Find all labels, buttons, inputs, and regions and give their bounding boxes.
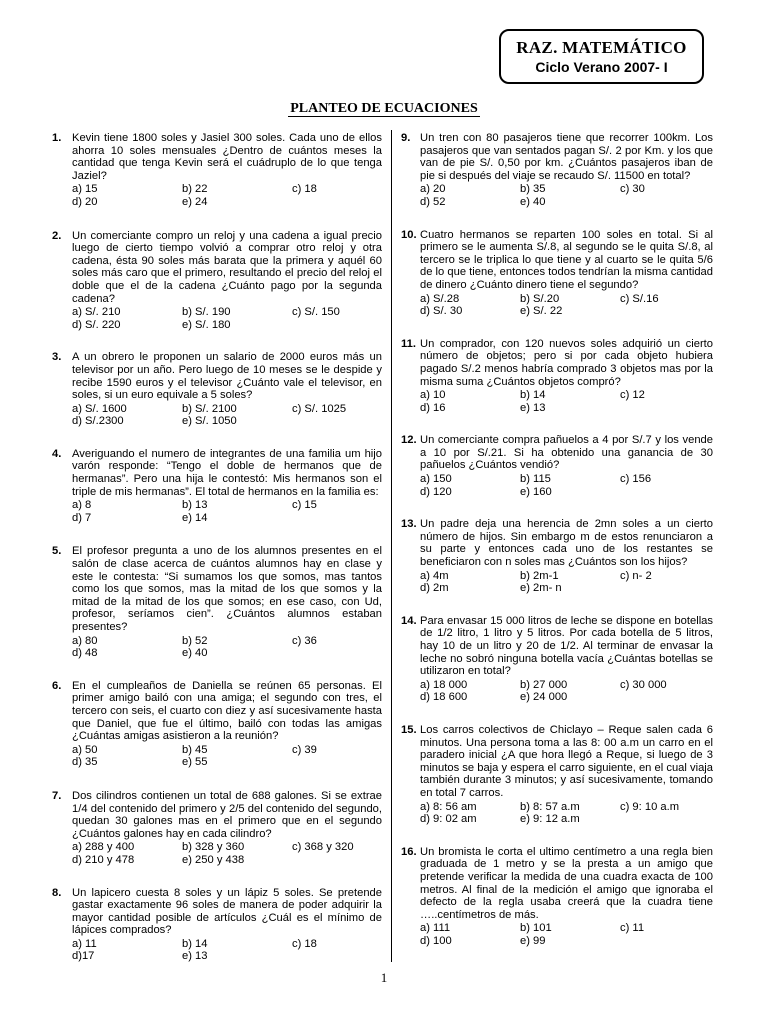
problem-item [52,790,382,867]
answer-options [420,473,713,498]
problem-text: Kevin tiene 1800 soles y Jasiel 300 soles. Cada uno de ellos ahorra 10 soles mensuales ¿Dentro de cuántos meses la cantidad que tenga Kevin será el cuádruplo de lo que tenga Jaziel? [72,132,382,182]
answer-options [72,938,382,963]
problem-text: Cuatro hermanos se reparten 100 soles en total. Si al primero se le aumenta S/.8, al segundo se le quita S/.8, al tercero se le triplica lo que tiene y al cuarto se le quita 5/6 de lo que tiene, entonces todos tendrían la misma cantidad de dinero ¿Cuánto dinero tiene el segundo? [420,228,713,291]
problem-number: 4. [52,447,62,460]
answer-option: d) S/. 30 [420,305,463,318]
problem-number: 9. [401,132,411,144]
answer-option: b) S/.20 [520,292,560,305]
course-header-box [499,29,704,84]
problem-item [401,615,713,704]
problem-text: Un comerciante compra pañuelos a 4 por S/.7 y los vende a 10 por S/.21. Si ha obtenido una ganancia de 30 pañuelos ¿Cuántos vendió? [420,434,713,472]
problem-text: Los carros colectivos de Chiclayo – Reque salen cada 6 minutos. Una persona toma a las 8: 00 a.m un carro en el paradero inicial ¿A que hora llegó a Reque, si luego de 3 minutos se baja y espera el carro siguiente, en el cual viaja también durante 3 minutos; y así sucesivamente, tomando en total 7 carros. [420,723,713,799]
answer-option: d) 20 [72,195,98,208]
answer-option: a) 15 [72,183,98,196]
answer-options [420,922,713,947]
answer-option: a) S/. 1600 [72,402,127,415]
problem-item [401,132,713,209]
problem-text: Un lapicero cuesta 8 soles y un lápiz 5 soles. Se pretende gastar exactamente 96 soles de manera de poder adquirir la mayor cantidad posible de artículos ¿Cuál es el mínimo de lápices comprados? [72,886,382,937]
problem-item [52,132,382,209]
answer-option: b) 2m-1 [520,569,559,582]
answer-options [72,744,382,769]
problem-text: En el cumpleaños de Daniella se reúnen 65 personas. El primer amigo bailó con una amiga; el segundo con tres, el tercero con seis, el cuarto con diez y así sucesivamente hasta que Daniel, que fue el último, bailó con todas las amigas ¿Cuántas amigas asistieron a la reunión? [72,679,382,743]
answer-option: d) 7 [72,511,92,524]
answer-options [72,403,382,428]
answer-options [420,801,713,826]
answer-options [72,306,382,331]
answer-option: a) 80 [72,634,98,647]
left-column [52,132,382,963]
problem-text: Averiguando el numero de integrantes de una familia um hijo varón responde: “Tengo el doble de hermanos que de hermanas”. Pero una hija le contestó: Mis hermanos son el triple de mis hermanas”. El total de hermanos en la familia es: [72,447,382,498]
answer-option: a) 111 [420,922,451,935]
problem-item [52,545,382,659]
answer-option: e) 13 [182,950,208,963]
answer-options [72,499,382,524]
answer-options [420,183,713,208]
answer-option: d) 9: 02 am [420,813,477,826]
answer-option: c) 36 [292,634,317,647]
answer-option: d) 210 y 478 [72,853,135,866]
answer-options [72,841,382,866]
answer-option: a) 18 000 [420,678,468,691]
answer-option: a) S/. 210 [72,306,121,319]
answer-option: d)17 [72,950,95,963]
answer-option: d) 52 [420,195,446,208]
course-title: RAZ. MATEMÁTICO [516,38,687,57]
answer-option: b) 14 [182,937,208,950]
answer-option: d) 2m [420,582,449,595]
answer-option: a) S/.28 [420,292,460,305]
problem-item [52,351,382,428]
answer-option: e) 40 [520,195,546,208]
answer-option: d) 16 [420,401,446,414]
answer-option: c) S/. 150 [292,306,340,319]
answer-option: c) S/. 1025 [292,402,347,415]
answer-option: c) 18 [292,937,317,950]
answer-options [72,183,382,208]
problem-item [401,518,713,595]
answer-option: e) 13 [520,401,546,414]
answer-options [420,679,713,704]
problem-text: Un bromista le corta el ultimo centímetro a una regla bien graduada de 1 metro y se la presta a un amigo que pretende verificar la medida de una cuadra exacta de 100 metros. Al final de la medición el amigo que ignoraba el defecto de la regla usaba creerá que la cuadra tiene …..centímetros de más. [420,845,713,921]
page-number: 1 [380,970,388,985]
problem-number: 15. [401,723,417,736]
answer-option: e) S/. 22 [520,305,563,318]
page-title: PLANTEO DE ECUACIONES [290,101,478,116]
answer-option: b) 35 [520,183,546,196]
answer-option: e) 2m- n [520,582,562,595]
problem-number: 1. [52,132,62,144]
answer-option: e) 250 y 438 [182,853,245,866]
problem-number: 3. [52,351,62,364]
answer-option: c) 12 [620,389,645,402]
answer-option: d) 100 [420,934,452,947]
answer-options [420,389,713,414]
problem-text: Un comerciante compro un reloj y una cadena a igual precio luego de cierto tiempo volvió a comprar otro reloj y otra cadena, ésta 90 soles más barata que la primera y aquél 60 soles más caro que el primero, resultando el precio del reloj el doble que el de la cadena ¿Cuánto pago por la segunda cadena? [72,229,382,305]
answer-option: c) 368 y 320 [292,841,354,854]
answer-option: d) 48 [72,647,98,660]
answer-option: c) 39 [292,743,317,756]
answer-option: e) 160 [520,485,552,498]
answer-option: b) 45 [182,743,208,756]
answer-option: c) S/.16 [620,292,659,305]
answer-option: e) 9: 12 a.m [520,813,580,826]
answer-option: b) 13 [182,499,208,512]
answer-option: e) 99 [520,934,546,947]
answer-options [420,570,713,595]
problem-text: Para envasar 15 000 litros de leche se dispone en botellas de 1/2 litro, 1 litro y 5 litros. Por cada botella de 5 litros, hay 10 de un litro y 20 de 1/2. Al terminar de envasar la leche no sobró ninguna botella vacía ¿Cuántas botellas se utilizaron en total? [420,614,713,678]
answer-option: e) S/. 1050 [182,415,237,428]
answer-option: a) 20 [420,183,446,196]
problem-text: El profesor pregunta a uno de los alumnos presentes en el salón de clase acerca de cuántos alumnos hay en clase y este le contesta: “Si sumamos los que somos, mas tantos como los que somos, mas la mitad de los que somos y la mitad de la mitad de los que somos; en ese caso, con Ud, profesor, seríamos cien”. ¿Cuántos alumnos estaban presentes? [72,545,382,633]
course-cycle: Ciclo Verano 2007- I [535,59,668,75]
answer-option: b) 328 y 360 [182,841,245,854]
answer-option: e) 55 [182,756,208,769]
problem-number: 5. [52,545,62,558]
problem-item [52,887,382,964]
problem-text: Un padre deja una herencia de 2mn soles a un cierto número de hijos. Sin embargo m de estos renunciaron a su parte y entonces cada uno de los restantes se beneficiaron con n soles mas ¿Cuántos son los hijos? [420,518,713,569]
answer-option: a) 11 [72,937,97,950]
answer-option: e) S/. 180 [182,318,231,331]
answer-option: c) 9: 10 a.m [620,800,680,813]
problem-item [401,434,713,498]
answer-option: c) 15 [292,499,317,512]
answer-option: e) 24 000 [520,691,568,704]
answer-option: c) 18 [292,183,317,196]
column-divider [391,130,392,962]
answer-option: c) 156 [620,473,652,486]
answer-option: c) n- 2 [620,569,652,582]
answer-option: b) 27 000 [520,678,568,691]
answer-options [420,293,713,318]
answer-option: d) S/. 220 [72,318,121,331]
right-column [401,132,713,947]
answer-option: d) S/.2300 [72,415,124,428]
answer-option: d) 18 600 [420,691,468,704]
answer-option: c) 30 [620,183,645,196]
problem-item [401,724,713,826]
answer-option: b) 115 [520,473,551,486]
answer-option: b) S/. 2100 [182,402,237,415]
answer-option: e) 14 [182,511,208,524]
problem-item [52,448,382,525]
answer-options [72,635,382,660]
answer-option: b) 101 [520,922,552,935]
problem-text: Un comprador, con 120 nuevos soles adquirió un cierto número de objetos; pero si por cada objeto hubiera pagado S/.2 menos habría comprado 3 objetos mas por la misma suma ¿Cuántos objetos compró? [420,337,713,388]
problem-item [52,230,382,332]
answer-option: d) 120 [420,485,452,498]
answer-option: b) 52 [182,634,208,647]
problem-item [52,680,382,769]
answer-option: b) 14 [520,389,546,402]
answer-option: a) 288 y 400 [72,841,135,854]
problem-number: 10. [401,228,417,241]
problem-text: Dos cilindros contienen un total de 688 galones. Si se extrae 1/4 del contenido del primero y 2/5 del contenido del segundo, quedan 30 galones mas en el primero que en el segundo ¿Cuántos galones hay en cada cilindro? [72,789,382,840]
answer-option: a) 8: 56 am [420,800,477,813]
answer-option: a) 8 [72,499,92,512]
problem-item [401,338,713,415]
problem-text: Un tren con 80 pasajeros tiene que recorrer 100km. Los pasajeros que van sentados pagan S/. 2 por Km. y los que van de pie S/. 0,50 por km. ¿Cuántos pasajeros iban de pie si después del viaje se recaudo S/. 11500 en total? [420,132,713,182]
problem-number: 14. [401,614,417,627]
answer-option: d) 35 [72,756,98,769]
answer-option: e) 40 [182,647,208,660]
answer-option: c) 30 000 [620,678,667,691]
answer-option: a) 150 [420,473,452,486]
answer-option: c) 11 [620,922,645,935]
answer-option: b) S/. 190 [182,306,231,319]
problem-number: 6. [52,679,62,692]
answer-option: b) 8: 57 a.m [520,800,580,813]
problem-text: A un obrero le proponen un salario de 2000 euros más un televisor por un año. Pero luego de 10 meses se le despide y recibe 1590 euros y el televisor ¿Cuánto vale el televisor, en soles, si un euro equivale a 5 soles? [72,351,382,402]
problem-item [401,229,713,318]
problem-number: 13. [401,518,417,531]
problem-number: 11. [401,337,416,350]
answer-option: b) 22 [182,183,208,196]
problem-number: 12. [401,434,417,447]
problem-number: 8. [52,886,62,899]
answer-option: e) 24 [182,195,208,208]
problem-number: 7. [52,789,62,802]
answer-option: a) 4m [420,569,449,582]
answer-option: a) 10 [420,389,446,402]
problem-number: 16. [401,845,417,858]
problem-item [401,846,713,948]
answer-option: a) 50 [72,743,98,756]
problem-number: 2. [52,229,62,242]
